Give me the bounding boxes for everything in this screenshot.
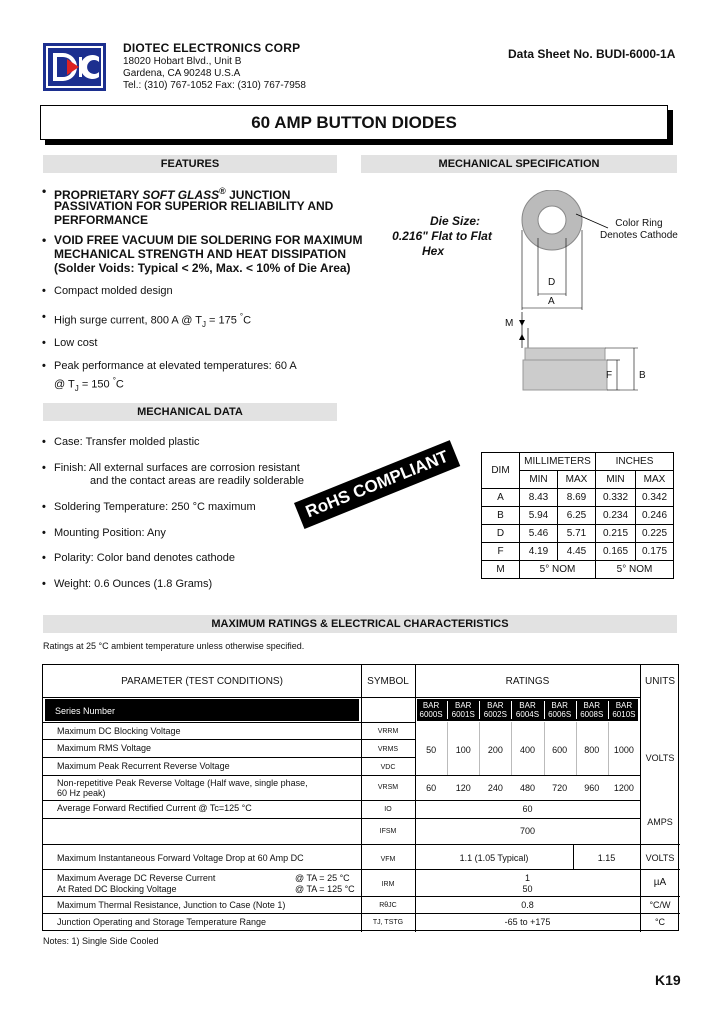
vrsm-value-0: 60 [426, 783, 437, 793]
page-title: 60 AMP BUTTON DIODES [40, 105, 668, 140]
die-size-note: Die Size: 0.216" Flat to Flat Hex [392, 214, 492, 258]
sym-rjc: RθJC [379, 902, 397, 909]
unit-c-per-w: °C/W [649, 900, 671, 910]
dims-header-mm: MILLIMETERS [520, 453, 596, 471]
val-irm-2: 50 [522, 884, 533, 894]
voltage-value-4: 600 [552, 745, 568, 755]
company-name: DIOTEC ELECTRONICS CORP [123, 41, 301, 55]
val-rjc: 0.8 [521, 900, 534, 910]
series-number-4: 6006S [548, 710, 572, 719]
features-heading: FEATURES [43, 155, 337, 173]
vrsm-value-1: 120 [455, 783, 471, 793]
series-number-0: 6000S [419, 710, 443, 719]
param-dc-blocking: Maximum DC Blocking Voltage [57, 726, 181, 736]
dim-label-b: B [639, 370, 646, 381]
voltage-value-6: 1000 [613, 745, 634, 755]
company-contact: Tel.: (310) 767-1052 Fax: (310) 767-7958 [123, 80, 306, 91]
vrsm-value-2: 240 [487, 783, 503, 793]
param-reverse-current-line2: At Rated DC Blocking Voltage [57, 884, 177, 894]
unit-volts-2: VOLTS [645, 853, 675, 863]
cond-ta-125: @ TA = 125 °C [295, 884, 355, 894]
col-ratings: RATINGS [505, 676, 550, 687]
col-parameter: PARAMETER (TEST CONDITIONS) [121, 676, 283, 687]
val-ifsm: 700 [519, 826, 536, 836]
sym-vrrm: VRRM [377, 728, 399, 735]
vrsm-value-6: 1200 [613, 783, 634, 793]
val-tj: -65 to +175 [504, 917, 551, 927]
param-junction-temp: Junction Operating and Storage Temperature Range [57, 917, 266, 927]
diotec-logo [43, 43, 106, 91]
sym-vdc: VDC [380, 764, 396, 771]
val-io: 60 [522, 804, 533, 814]
dimensions-table [481, 452, 674, 579]
series-number-1: 6001S [451, 710, 475, 719]
table-row: M 5° NOM 5° NOM [482, 561, 674, 579]
val-vfm-b: 1.15 [597, 853, 616, 863]
vrsm-value-4: 720 [552, 783, 568, 793]
table-row: A 8.43 8.69 0.332 0.342 [482, 489, 674, 507]
param-thermal: Maximum Thermal Resistance, Junction to Case (Note 1) [57, 900, 286, 910]
mechanical-spec-heading: MECHANICAL SPECIFICATION [361, 155, 677, 173]
sym-tj: TJ, TSTG [372, 919, 404, 926]
mechanical-data-heading: MECHANICAL DATA [43, 403, 337, 421]
sym-vrms: VRMS [377, 746, 399, 753]
dims-mm-min: MIN [520, 471, 558, 489]
series-top-4: BAR [551, 701, 568, 710]
vrsm-value-3: 480 [519, 783, 535, 793]
rohs-compliant-stamp: RoHS COMPLIANT [294, 440, 460, 529]
dims-in-max: MAX [636, 471, 674, 489]
voltage-value-0: 50 [426, 745, 437, 755]
col-units: UNITS [645, 676, 675, 687]
dim-label-d: D [548, 277, 556, 288]
unit-celsius: °C [654, 917, 666, 927]
param-nonrepetitive-line2: 60 Hz peak) [57, 788, 106, 798]
table-row: F 4.19 4.45 0.165 0.175 [482, 543, 674, 561]
feature-void-free-line3: (Solder Voids: Typical < 2%, Max. < 10% of Die Area) [54, 261, 351, 275]
ratings-table [42, 664, 679, 931]
company-address-2: Gardena, CA 90248 U.S.A [123, 68, 241, 79]
series-top-2: BAR [487, 701, 504, 710]
dims-header-in: INCHES [596, 453, 674, 471]
feature-soft-glass-line3: PERFORMANCE [54, 213, 149, 227]
series-top-3: BAR [519, 701, 536, 710]
series-number-2: 6002S [483, 710, 507, 719]
unit-volts: VOLTS [645, 753, 675, 763]
table-row: D 5.46 5.71 0.215 0.225 [482, 525, 674, 543]
voltage-value-5: 800 [584, 745, 600, 755]
sym-vfm: VFM [380, 856, 396, 863]
ratings-heading: MAXIMUM RATINGS & ELECTRICAL CHARACTERISTICS [43, 615, 677, 633]
datasheet-number: Data Sheet No. BUDI-6000-1A [508, 47, 676, 61]
dims-header-dim: DIM [482, 453, 520, 489]
sym-ifsm: IFSM [379, 828, 397, 835]
series-top-6: BAR [615, 701, 633, 710]
dim-label-a: A [548, 296, 555, 307]
vrsm-value-5: 960 [584, 783, 600, 793]
sym-vrsm: VRSM [377, 784, 399, 791]
dim-label-m: M [505, 318, 514, 329]
val-irm-1: 1 [524, 873, 530, 883]
series-number-label: Series Number [55, 706, 116, 716]
series-number-5: 6008S [580, 710, 604, 719]
series-top-5: BAR [583, 701, 600, 710]
voltage-value-1: 100 [455, 745, 471, 755]
cond-ta-25: @ TA = 25 °C [295, 873, 350, 883]
unit-amps: AMPS [647, 817, 673, 827]
series-number-6: 6010S [612, 710, 636, 719]
voltage-value-2: 200 [487, 745, 503, 755]
param-avg-forward: Average Forward Rectified Current @ Tc=125 °C [57, 803, 252, 813]
color-ring-note: Color Ring Denotes Cathode [600, 218, 678, 241]
param-nonrepetitive: Non-repetitive Peak Reverse Voltage (Half wave, single phase, [57, 778, 308, 788]
page-number: K19 [655, 972, 681, 988]
voltage-value-3: 400 [519, 745, 535, 755]
param-rms: Maximum RMS Voltage [57, 743, 152, 753]
val-vfm-a: 1.1 (1.05 Typical) [459, 853, 529, 863]
sym-irm: IRM [381, 881, 395, 888]
table-row: B 5.94 6.25 0.234 0.246 [482, 507, 674, 525]
feature-soft-glass-line2: PASSIVATION FOR SUPERIOR RELIABILITY AND [54, 199, 334, 213]
dims-mm-max: MAX [558, 471, 596, 489]
series-top-1: BAR [454, 701, 472, 710]
sym-io: IO [384, 806, 392, 813]
footnote: Notes: 1) Single Side Cooled [43, 936, 159, 946]
param-reverse-current: Maximum Average DC Reverse Current [57, 873, 216, 883]
dims-in-min: MIN [596, 471, 636, 489]
dim-label-f: F [606, 370, 613, 381]
param-forward-voltage: Maximum Instantaneous Forward Voltage Drop at 60 Amp DC [57, 853, 304, 863]
series-top-0: BAR [422, 701, 440, 710]
company-address-1: 18020 Hobart Blvd., Unit B [123, 56, 242, 67]
feature-void-free-line2: MECHANICAL STRENGTH AND HEAT DISSIPATION [54, 247, 347, 261]
param-peak-recurrent: Maximum Peak Recurrent Reverse Voltage [57, 761, 230, 771]
col-symbol: SYMBOL [367, 676, 409, 687]
series-number-3: 6004S [515, 710, 540, 719]
ratings-note: Ratings at 25 °C ambient temperature unless otherwise specified. [43, 641, 305, 651]
unit-microamps: µA [653, 877, 667, 888]
